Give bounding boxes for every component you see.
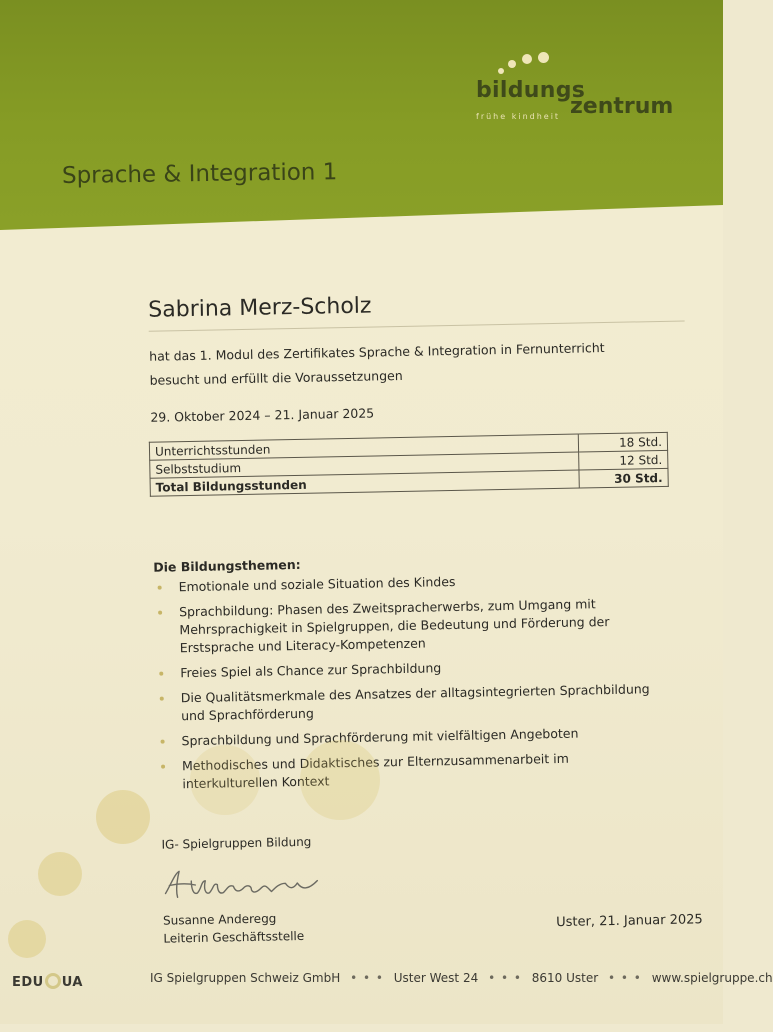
certificate-description <box>149 336 610 393</box>
logo-word-zentrum: zentrum <box>570 94 674 119</box>
bullet-icon <box>159 672 163 676</box>
hours-label: Total Bildungsstunden <box>150 470 579 496</box>
eduqua-q-icon <box>45 973 61 989</box>
logo-word-bildungs: bildungs <box>476 78 586 103</box>
list-item <box>154 594 665 658</box>
bullet-icon <box>158 611 162 615</box>
footer-separator: • • • <box>350 971 384 985</box>
name-underline <box>149 321 685 332</box>
topics-heading: Die Bildungsthemen: <box>153 556 301 575</box>
footer-separator: • • • <box>488 971 522 985</box>
footer-separator: • • • <box>608 971 642 985</box>
eduqua-logo <box>12 973 83 990</box>
eduqua-text-left: EDU <box>12 975 44 990</box>
topic-text: Sprachbildung und Sprachförderung mit vielfältigen Angeboten <box>181 725 579 749</box>
footer-website-link[interactable]: www.spielgruppe.ch <box>651 971 773 985</box>
topic-text: Sprachbildung: Phasen des Zweitspracherwerbs, zum Umgang mit Mehrsprachigkeit in Spielgruppen, die Bedeutung und Förderung der Erstsprache und Literacy-Kompetenzen <box>178 596 610 656</box>
decorative-circle <box>300 740 380 820</box>
decorative-circle <box>96 790 150 844</box>
bullet-icon <box>161 765 165 769</box>
hours-value: 12 Std. <box>579 450 668 470</box>
module-title: Sprache & Integration 1 <box>61 159 338 189</box>
topic-text: Emotionale und soziale Situation des Kindes <box>178 573 456 595</box>
signer-block <box>163 909 304 948</box>
hours-table <box>149 432 669 497</box>
recipient-name: Sabrina Merz-Scholz <box>148 293 372 323</box>
signer-role: Leiterin Geschäftsstelle <box>163 928 305 946</box>
bullet-icon <box>161 740 165 744</box>
description-line-1: hat das 1. Modul des Zertifikates Sprache & Integration in Fernunterricht <box>149 340 605 364</box>
topic-text: Die Qualitätsmerkmale des Ansatzes der alltagsintegrierten Sprachbildung und Sprachförderung <box>180 681 650 724</box>
footer-company: IG Spielgruppen Schweiz GmbH <box>150 971 341 985</box>
hours-label: Unterrichtsstunden <box>149 434 578 460</box>
hours-value: 30 Std. <box>579 468 668 488</box>
footer-address: Uster West 24 <box>393 971 479 985</box>
bullet-icon <box>160 697 164 701</box>
issuing-organization: IG- Spielgruppen Bildung <box>161 834 312 852</box>
list-item <box>155 655 665 683</box>
footer <box>0 960 773 1000</box>
eduqua-text-right: UA <box>61 975 83 990</box>
place-and-date: Uster, 21. Januar 2025 <box>555 912 703 931</box>
footer-city: 8610 Uster <box>531 971 599 985</box>
signer-name: Susanne Anderegg <box>162 911 277 928</box>
topic-text: Methodisches und Didaktisches zur Elternzusammenarbeit im interkulturellen Kontext <box>181 750 569 792</box>
topic-text: Freies Spiel als Chance zur Sprachbildung <box>180 660 442 681</box>
list-item <box>156 680 667 726</box>
decorative-circle <box>8 920 46 958</box>
decorative-circle <box>190 745 260 815</box>
hours-value: 18 Std. <box>578 432 667 452</box>
decorative-circle <box>38 852 82 896</box>
logo-tagline: frühe kindheit <box>476 112 561 121</box>
bullet-icon <box>158 586 162 590</box>
footer-address-line <box>150 971 773 985</box>
signature-icon <box>157 856 348 908</box>
course-period: 29. Oktober 2024 – 21. Januar 2025 <box>150 405 375 425</box>
description-line-2: besucht und erfüllt die Voraussetzungen <box>149 367 403 388</box>
hours-label: Selbststudium <box>150 452 579 478</box>
